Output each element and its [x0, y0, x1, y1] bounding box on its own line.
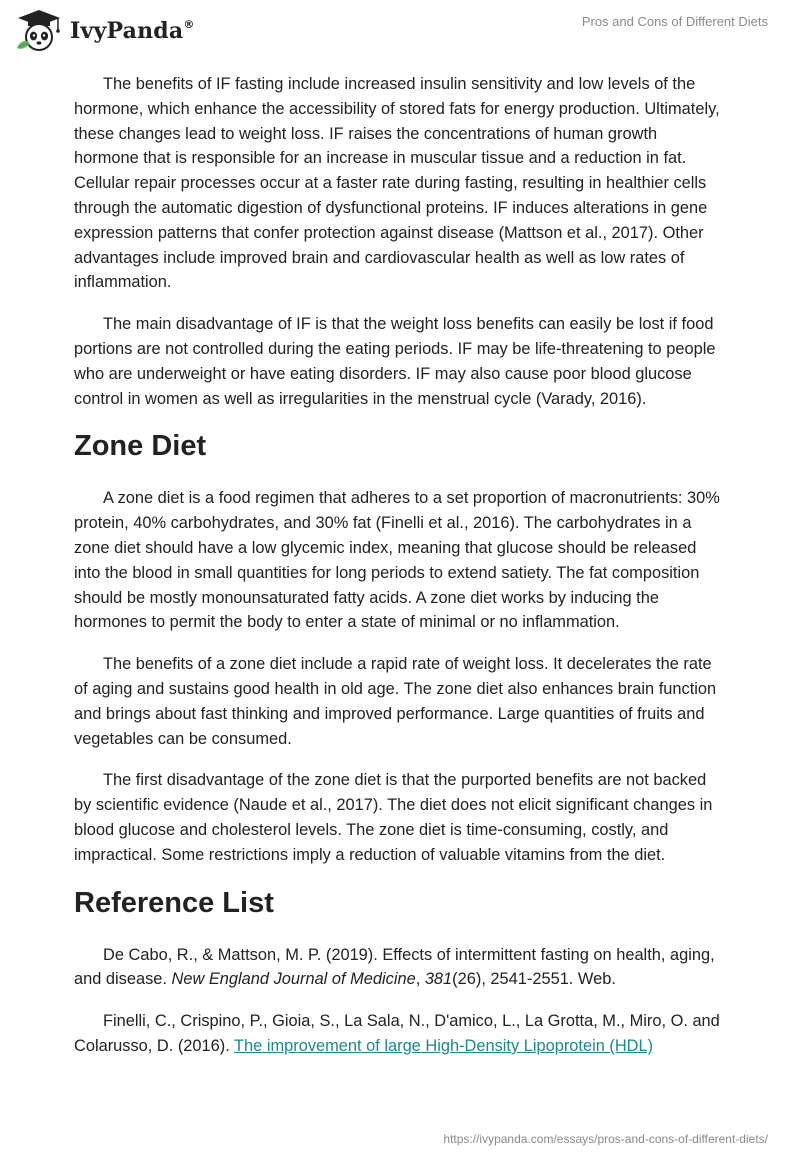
reference-link[interactable]: The improvement of large High-Density Lipoprotein (HDL): [234, 1036, 654, 1055]
reference-authors: De Cabo, R., & Mattson, M. P. (2019). Effects of intermittent fasting on health, aging, and disease.: [74, 945, 715, 989]
heading-zone-diet: Zone Diet: [74, 430, 207, 463]
paragraph-if-disadvantage: The main disadvantage of IF is that the weight loss benefits can easily be lost if food portions are not controlled during the eating periods. IF may be life-threatening to people who are underweight or have eating disorders. IF may also cause poor blood glucose control in women as well as irregularities in the menstrual cycle (Varady, 2016).: [74, 315, 716, 408]
document-title: Pros and Cons of Different Diets: [581, 14, 768, 29]
reference-volume: 381: [424, 970, 453, 989]
panda-mascot-icon: [14, 8, 64, 54]
paragraph-zone-disadvantage: The first disadvantage of the zone diet is that the purported benefits are not backed by scientific evidence (Naude et al., 2017). The diet does not elicit significant changes in blood glucose and cholesterol levels. The zone diet is time-consuming, costly, and impractical. Some restrictions imply a reduction of valuable vitamins from the diet.: [74, 771, 713, 864]
reference-journal: New England Journal of Medicine: [171, 970, 416, 989]
reference-separator: ,: [415, 970, 425, 989]
logo-wordmark: [70, 18, 195, 44]
page-url[interactable]: https://ivypanda.com/essays/pros-and-cons-of-different-diets/: [443, 1132, 768, 1146]
logo-text: IvyPanda: [70, 18, 184, 44]
paragraph-if-benefits: The benefits of IF fasting include increased insulin sensitivity and low levels of the hormone, which enhance the accessibility of stored fats for energy production. Ultimately, these changes lead to weight loss. IF raises the concentrations of human growth hormone that is responsible for an increase in muscular tissue and a reduction in fat. Cellular repair processes occur at a faster rate during fasting, resulting in healthier cells through the automatic digestion of dysfunctional proteins. IF induces alterations in gene expression patterns that confer protection against disease (Mattson et al., 2017). Other advantages include improved brain and cardiovascular health as well as low rates of inflammation.: [74, 75, 720, 292]
paragraph-zone-intro: A zone diet is a food regimen that adheres to a set proportion of macronutrients: 30% protein, 40% carbohydrates, and 30% fat (Finelli et al., 2016). The carbohydrates in a zone diet should have a low glycemic index, meaning that glucose should be released into the blood in small quantities for long periods to extend satiety. The fat composition should be mostly monounsaturated fatty acids. A zone diet works by inducing the hormones to permit the body to enter a state of minimal or no inflammation.: [74, 489, 720, 632]
reference-entry: [74, 943, 726, 993]
paragraph-zone-benefits: The benefits of a zone diet include a rapid rate of weight loss. It decelerates the rate of aging and sustains good health in old age. The zone diet also enhances brain function and brings about fast thinking and improved performance. Large quantities of fruits and vegetables can be consumed.: [74, 655, 717, 748]
reference-details: (26), 2541-2551. Web.: [452, 970, 616, 989]
page-header: [0, 0, 800, 60]
heading-reference-list: Reference List: [74, 886, 274, 919]
reference-authors: Finelli, C., Crispino, P., Gioia, S., La Sala, N., D'amico, L., La Grotta, M., Miro, O. and Colarusso, D. (2016).: [74, 1012, 720, 1055]
ivypanda-logo[interactable]: [14, 8, 195, 54]
reference-entry: [74, 1009, 726, 1059]
essay-body: [74, 72, 726, 1076]
registered-mark: ®: [183, 17, 195, 31]
